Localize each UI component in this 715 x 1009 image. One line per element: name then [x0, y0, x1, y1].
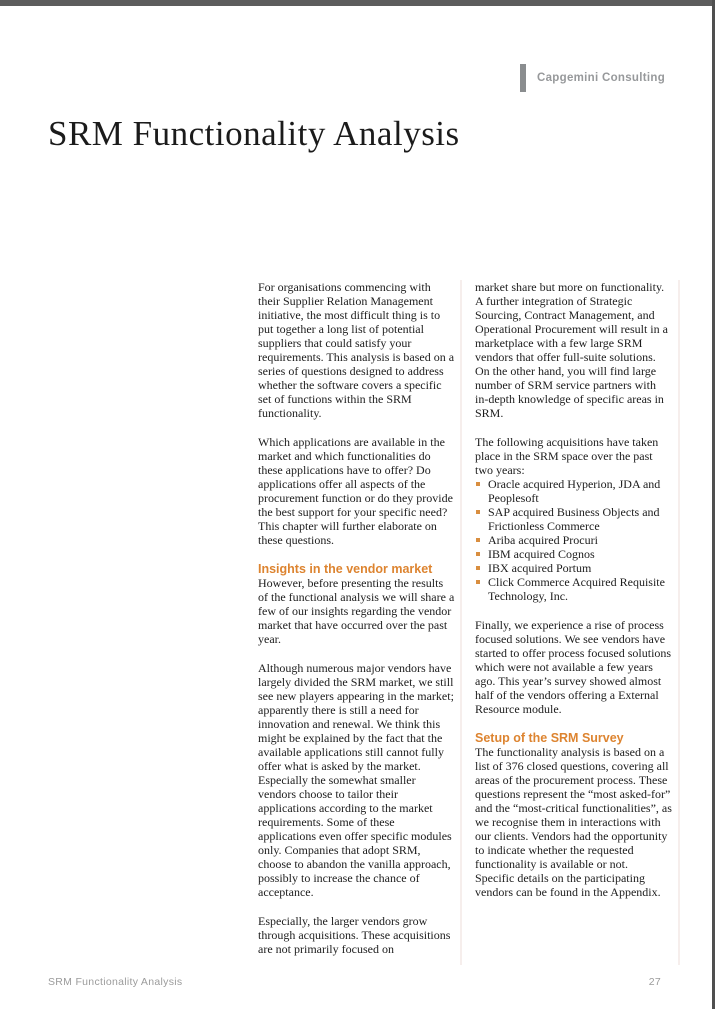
paragraph-survey: The functionality analysis is based on a list of 376 closed questions, covering all areas of the procurement process. These questions represent the “most asked-for” and the “most-critical functionalities”, as we recognise them in interactions with our clients. Vendors had the opportunity to indicate whether the requested functionality is available or not. — [475, 745, 672, 871]
paragraph-questions: Which applications are available in the market and which functionalities do these applications have to offer? Do applications offer all aspects of the procurement function or do they provide the best support for your specific need? This chapter will further elaborate on these questions. — [258, 435, 453, 547]
paragraph-acquisitions-lead: Especially, the larger vendors grow through acquisitions. These acquisitions are not primarily focused on — [258, 914, 451, 956]
list-item-ariba: Ariba acquired Procuri — [475, 533, 672, 547]
top-edge-bar — [0, 0, 715, 6]
paragraph-acquisitions-intro: The following acquisitions have taken place in the SRM space over the past two years: — [475, 435, 659, 477]
brand-bar — [520, 64, 526, 92]
paragraph-appendix: Specific details on the participating vendors can be found in the Appendix. — [475, 871, 661, 899]
section-heading-insights: Insights in the vendor market — [258, 562, 433, 576]
paragraph-vendors: Although numerous major vendors have largely divided the SRM market, we still see new players appearing in the market; apparently there is still a need for innovation and renewal. We think this might be explained by the fact that the available applications still cannot fully offer what is asked by the market. Especially the somewhat smaller vendors choose to tailor their applications according to the market requirements. Some of these applications even offer specific modules only. Companies that adopt SRM, choose to abandon the vanilla approach, possibly to increase the chance of acceptance. — [258, 661, 454, 899]
paragraph-intro: For organisations commencing with their Supplier Relation Management initiative, the most difficult thing is to put together a long list of potential suppliers that could satisfy your requirements. This analysis is based on a series of questions designed to address whether the software covers a specific set of functions within the SRM functionality. — [258, 280, 455, 420]
left-column — [258, 280, 455, 971]
section-heading-setup: Setup of the SRM Survey — [475, 731, 624, 745]
page-number: 27 — [648, 976, 661, 988]
page-title: SRM Functionality Analysis — [48, 114, 460, 153]
paragraph-finally: Finally, we experience a rise of process focused solutions. We see vendors have started to offer process focused solutions which were not available a few years ago. This year’s survey showed almost half of the vendors offering a External Resource module. — [475, 618, 672, 716]
acquisitions-list — [475, 477, 672, 603]
right-column — [475, 280, 672, 971]
paragraph-however: However, before presenting the results of the functional analysis we will share a few of our insights regarding the vendor market that have occurred over the past year. — [258, 576, 455, 646]
list-item-click-commerce: Click Commerce Acquired Requisite Technology, Inc. — [475, 575, 672, 603]
list-item-sap: SAP acquired Business Objects and Frictionless Commerce — [475, 505, 672, 533]
list-item-ibm: IBM acquired Cognos — [475, 547, 672, 561]
brand-name: Capgemini Consulting — [537, 72, 666, 84]
footer-title: SRM Functionality Analysis — [48, 976, 183, 988]
paragraph-market-share: market share but more on functionality. A further integration of Strategic Sourcing, Contract Management, and Operational Procurement will result in a marketplace with a few large SRM vendors that offer full-suite solutions. On the other hand, you will find large number of SRM service partners with in-depth knowledge of specific areas in SRM. — [475, 280, 668, 420]
body-columns — [258, 280, 672, 971]
list-item-ibx: IBX acquired Portum — [475, 561, 672, 575]
list-item-oracle: Oracle acquired Hyperion, JDA and Peoplesoft — [475, 477, 672, 505]
brand-header — [520, 64, 665, 92]
page-footer — [48, 976, 661, 988]
scan-artifact-line — [678, 280, 680, 965]
